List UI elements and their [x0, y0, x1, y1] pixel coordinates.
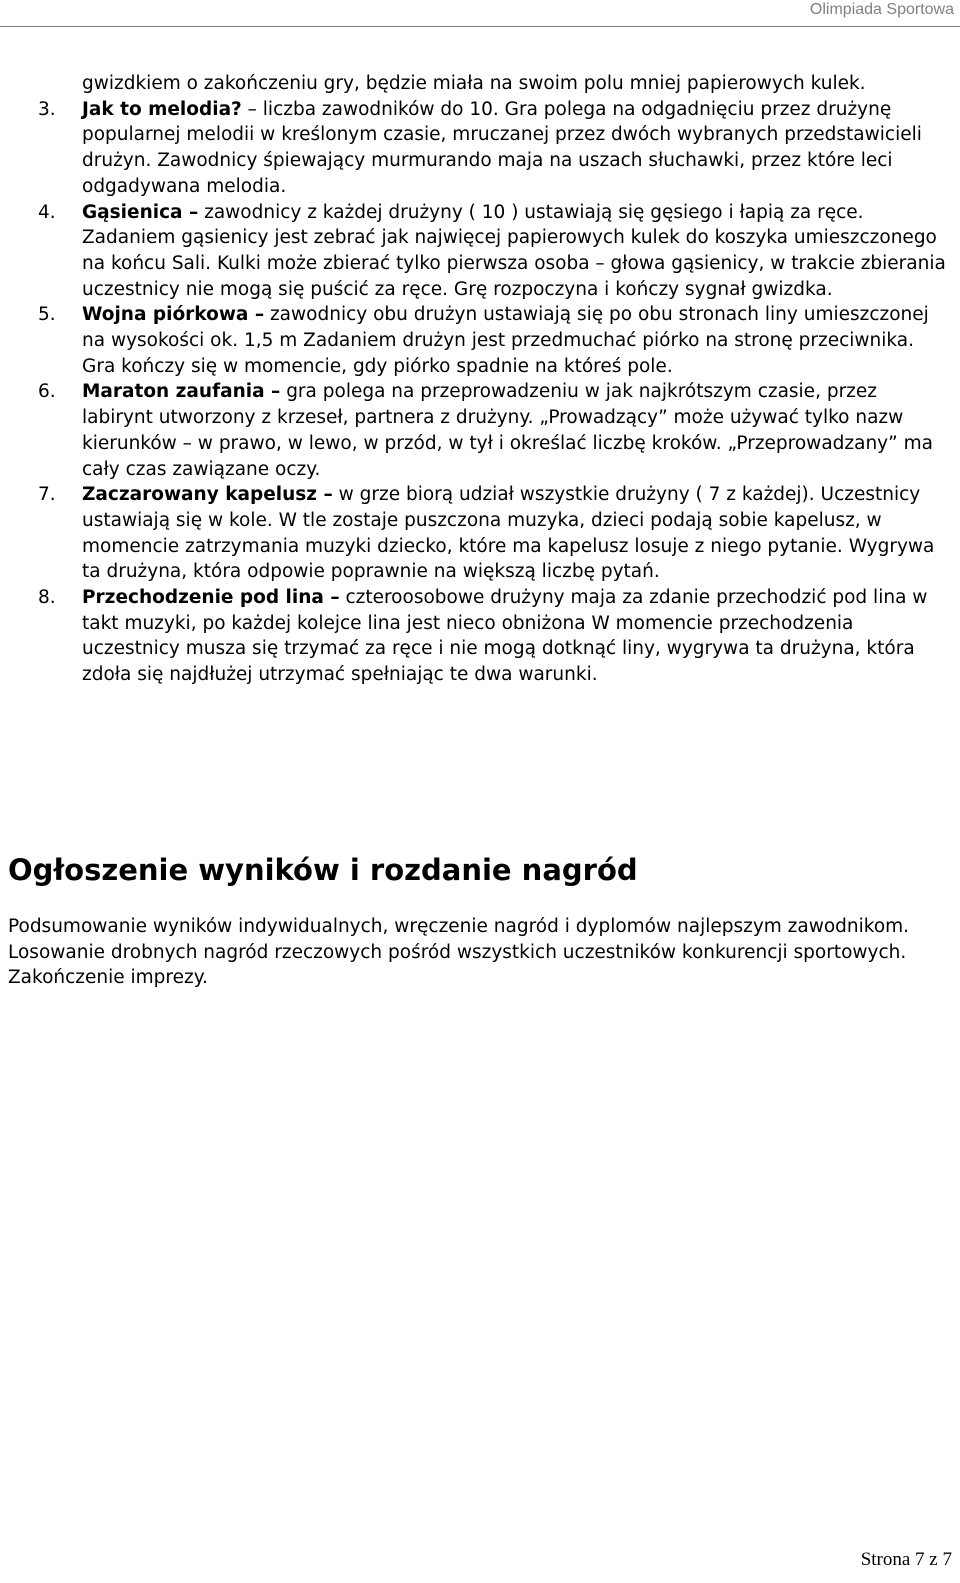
game-name: Gąsienica –	[82, 201, 199, 223]
list-item-number: 8.	[38, 587, 56, 609]
game-name: Jak to melodia?	[82, 98, 242, 120]
games-list	[38, 97, 950, 688]
game-name: Przechodzenie pod lina –	[82, 587, 340, 609]
game-description: czteroosobowe drużyny maja za zdanie przechodzić pod lina w takt muzyki, po każdej kolejce lina jest nieco obniżona W momencie przechodzenia uczestnicy musza się trzymać za ręce i nie mogą dotknąć liny, wygrywa ta drużyna, która zdoła się najdłużej utrzymać spełniając te dwa warunki.	[82, 587, 928, 686]
game-name: Zaczarowany kapelusz –	[82, 484, 333, 506]
list-item-game-4	[38, 200, 950, 303]
header-title: Olimpiada Sportowa	[809, 1, 954, 18]
game-description: zawodnicy z każdej drużyny ( 10 ) ustawiają się gęsiego i łapią za ręce. Zadaniem gąsienicy jest zebrać jak najwięcej papierowych kulek do koszyka umieszczonego na końcu Sali. Kulki może zbierać tylko pierwsza osoba – głowa gąsienicy, w trakcie zbierania uczestnicy nie mogą się puścić za ręce. Grę rozpoczyna i kończy sygnał gwizdka.	[82, 201, 946, 300]
page-number: Strona 7 z 7	[860, 1549, 952, 1570]
section-heading: Ogłoszenie wyników i rozdanie nagród	[8, 853, 638, 887]
list-item-number: 7.	[38, 484, 56, 506]
game-name: Maraton zaufania –	[82, 381, 281, 403]
list-item-game-6	[38, 379, 950, 482]
section-paragraph: Podsumowanie wyników indywidualnych, wręczenie nagród i dyplomów najlepszym zawodnikom. Losowanie drobnych nagród rzeczowych pośród wszystkich uczestników konkurencji sportowych. Zakończenie imprezy.	[8, 916, 910, 989]
game-description: w grze biorą udział wszystkie drużyny ( 7 z każdej). Uczestnicy ustawiają się w kole. W tle zostaje puszczona muzyka, dzieci podają sobie kapelusz, w momencie zatrzymania muzyki dziecko, które ma kapelusz losuje z niego pytanie. Wygrywa ta drużyna, która odpowie poprawnie na większą liczbę pytań.	[82, 484, 935, 583]
list-item-number: 5.	[38, 304, 56, 326]
list-item-number: 6.	[38, 381, 56, 403]
game-description: zawodnicy obu drużyn ustawiają się po obu stronach liny umieszczonej na wysokości ok. 1,5 m Zadaniem drużyn jest przedmuchać piórko na stronę przeciwnika. Gra kończy się w momencie, gdy piórko spadnie na któreś pole.	[82, 304, 929, 377]
intro-paragraph: gwizdkiem o zakończeniu gry, będzie miała na swoim polu mniej papierowych kulek.	[82, 73, 866, 94]
list-item-number: 4.	[38, 201, 56, 223]
games-list-continued	[38, 71, 950, 688]
game-description: gra polega na przeprowadzeniu w jak najkrótszym czasie, przez labirynt utworzony z krzeseł, partnera z drużyny. „Prowadzący” może używać tylko nazw kierunków – w prawo, w lewo, w przód, w tył i określać liczbę kroków. „Przeprowadzany” ma cały czas zawiązane oczy.	[82, 381, 933, 480]
game-description: – liczba zawodników do 10. Gra polega na odgadnięciu przez drużynę popularnej melodii w kreślonym czasie, mruczanej przez dwóch wybranych przedstawicieli drużyn. Zawodnicy śpiewający murmurando maja na uszach słuchawki, przez które leci odgadywana melodia.	[82, 98, 922, 197]
list-item-game-3	[38, 97, 950, 200]
page-header	[0, 0, 960, 27]
list-item-game-5	[38, 302, 950, 379]
game-name: Wojna piórkowa –	[82, 304, 265, 326]
list-item-number: 3.	[38, 98, 56, 120]
list-item-game-8	[38, 585, 950, 688]
list-item-game-7	[38, 482, 950, 585]
